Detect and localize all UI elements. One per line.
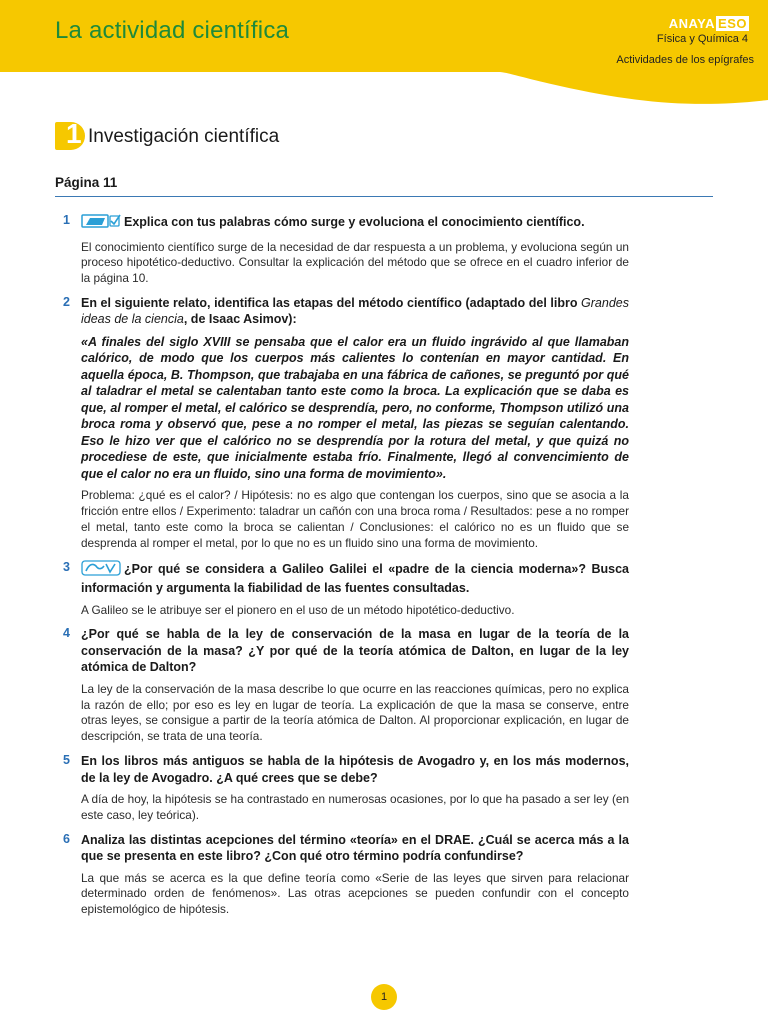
cooperative-work-icon — [81, 560, 121, 581]
activity-number: 6 — [63, 831, 70, 846]
activity-item — [63, 831, 629, 918]
section-label: Actividades de los epígrafes — [616, 54, 754, 66]
activity-item — [63, 559, 629, 619]
activity-answer: La que más se acerca es la que define teoría como «Serie de las leyes que sirven para relacionar determinado orden de fenómenos». Las otras acepciones se pueden confundir con el concepto epistemológico de hipótesis. — [81, 870, 629, 917]
search-book-check-icon — [81, 213, 121, 234]
activity-question: ¿Por qué se habla de la ley de conservación de la masa en lugar de la teoría de la conservación de la masa? ¿Y por qué de la teoría atómica de Dalton, en lugar de la ley atómica de Dalton? — [81, 627, 629, 675]
activity-answer: El conocimiento científico surge de la necesidad de dar respuesta a un problema, y evoluciona según un proceso hipotético-deductivo. Consultar la explicación del método que se ofrece en el cuadro inferior de la página 10. — [81, 239, 629, 286]
activity-answer: Problema: ¿qué es el calor? / Hipótesis: no es algo que contengan los cuerpos, sino que se asocia a la fricción entre ellos / Experimento: taladrar un cañón con una broca roma / Resultados: pese a no romper el metal, tanto este como la broca se calientan / Conclusiones: el calórico no es un fluido que se desprenda al romper el metal, por lo que no es un fluido sino una forma de movimiento. — [81, 488, 629, 550]
activity-question: Explica con tus palabras cómo surge y evoluciona el conocimiento científico. — [81, 213, 629, 234]
activity-question: En los libros más antiguos se habla de la hipótesis de Avogadro y, en los más modernos, de la ley de Avogadro. ¿A qué crees que se debe? — [81, 754, 629, 785]
activity-item — [63, 213, 629, 287]
activity-number: 4 — [63, 626, 70, 641]
activity-item — [63, 753, 629, 824]
activity-number: 2 — [63, 294, 70, 309]
page-title: La actividad científica — [55, 17, 290, 44]
activity-question: ¿Por qué se considera a Galileo Galilei el «padre de la ciencia moderna»? Busca información y argumenta la fiabilidad de las fuentes consultadas. — [81, 561, 629, 596]
publisher-logo: ANAYA ESO — [668, 16, 747, 31]
divider — [55, 196, 713, 197]
activities-list — [63, 213, 629, 926]
activity-item — [63, 294, 629, 552]
activity-item — [63, 626, 629, 745]
activity-number: 5 — [63, 753, 70, 768]
activity-answer: La ley de la conservación de la masa describe lo que ocurre en las reacciones químicas, pero no explica la razón de ello; por eso es ley en lugar de teoría. La explicación de que la masa se conserve, entre otras leyes, se consigue a partir de la teoría atómica de Dalton. Al proporcionar explicación, en lugar de descripción, se trata de una teoría. — [81, 681, 629, 744]
activity-question: En el siguiente relato, identifica las etapas del método científico (adaptado del libro Grandes ideas de la ciencia, de Isaac Asimov): — [81, 295, 629, 327]
activity-answer: A día de hoy, la hipótesis se ha contrastado en numerosas ocasiones, por lo que ha pasado a ser ley (en este caso, ley teórica). — [81, 792, 629, 822]
unit-title: Investigación científica — [88, 126, 280, 147]
subject-label: Física y Química 4 — [656, 33, 748, 45]
activity-quote: «A finales del siglo XVIII se pensaba que el calor era un fluido ingrávido al que llamaban calórico, de modo que los cuerpos más calientes lo contenían en mayor cantidad. En aquella época, B. Thompson, que trabajaba en una fábrica de cañones, se preguntó por qué al taladrar el metal se calentaban tanto este como la broca. La explicación que se daba es que, al romper el metal, el calórico se desprendía, pero, no conforme, Thompson utilizó una broca roma y observó que, pese a no romper el metal, las piezas se seguían calentando. Eso le hizo ver que el calórico no se desprendía por la rotura del metal, y que quizá no procediese de este, que inicialmente estaba frío. Finalmente, llegó al convencimiento de que el calor no era un fluido, sino una forma de movimiento». — [81, 334, 629, 481]
activity-answer: A Galileo se le atribuye ser el pionero en el uso de un método hipotético-deductivo. — [81, 602, 515, 617]
page-number: 1 — [371, 984, 397, 1010]
unit-number: 1 — [66, 118, 82, 149]
activity-number: 1 — [63, 213, 70, 227]
page-label: Página 11 — [55, 175, 118, 190]
activity-question: Analiza las distintas acepciones del término «teoría» en el DRAE. ¿Cuál se acerca más a la que se presenta en este libro? ¿Con qué otro término podría confundirse? — [81, 832, 629, 864]
activity-number: 3 — [63, 559, 70, 574]
